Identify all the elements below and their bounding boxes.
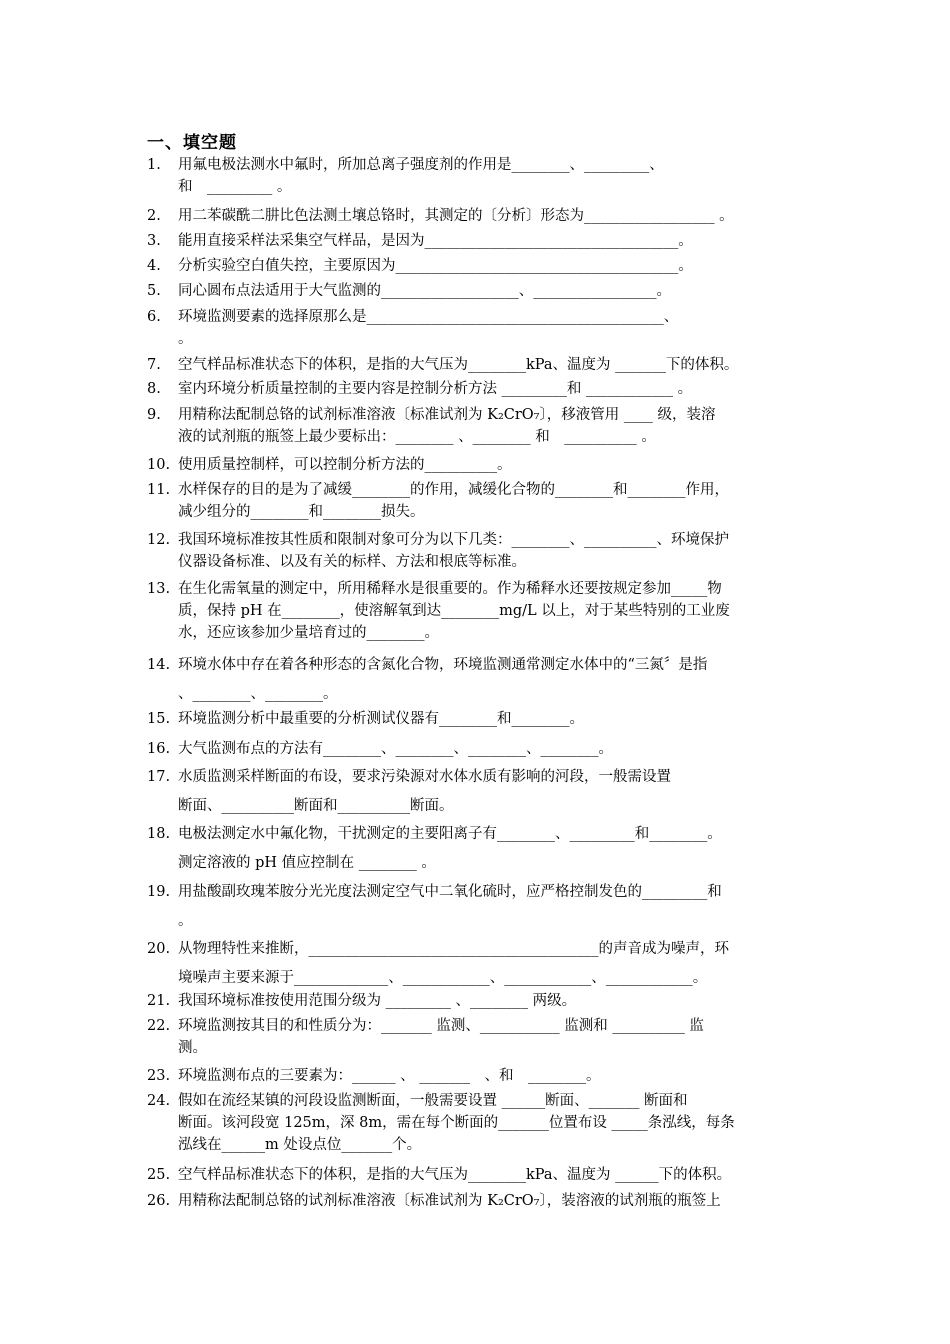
question-text — [178, 1090, 811, 1156]
question-line: 分析实验空白值失控，主要原因为_______________________________________。 — [178, 258, 693, 274]
question-line: 假如在流经某镇的河段设监测断面，一般需要设置 ______断面、_______ 断面和 — [178, 1093, 688, 1109]
question-line: 我国环境标准按其性质和限制对象可分为以下几类：________、__________、环境保护 — [178, 532, 729, 548]
question-line: 在生化需氧量的测定中，所用稀释水是很重要的。作为稀释水还要按规定参加_____物 — [178, 581, 722, 597]
question-text — [178, 651, 811, 709]
question-text — [178, 763, 811, 821]
question-number: 22. — [147, 1018, 171, 1034]
question-line: 用精称法配制总铬的试剂标准溶液〔标准试剂为 K₂CrO₇〕，装溶液的试剂瓶的瓶签上 — [178, 1193, 721, 1209]
question-number: 5. — [147, 283, 161, 299]
question-line: 减少组分的________和________损失。 — [178, 504, 425, 520]
question-number: 21. — [147, 993, 171, 1009]
question-text — [178, 1164, 811, 1186]
question-item — [147, 280, 811, 302]
question-item — [147, 1190, 811, 1212]
question-item — [147, 820, 811, 878]
question-line: 从物理特性来推断，________________________________________的声音成为噪声，环 — [178, 941, 729, 957]
question-line: 空气样品标准状态下的体积，是指的大气压为________kPa、温度为 ______下的体积。 — [178, 1167, 732, 1183]
question-text — [178, 280, 811, 302]
question-line: 水样保存的目的是为了减缓________的作用，减缓化合物的________和________作用， — [178, 482, 729, 498]
question-item — [147, 578, 811, 644]
question-text — [178, 735, 811, 764]
question-item — [147, 1164, 811, 1186]
question-text — [178, 479, 811, 523]
question-line: 。 — [178, 913, 193, 929]
question-number: 2. — [147, 208, 161, 224]
question-number: 4. — [147, 258, 161, 274]
question-line: 。 — [178, 331, 193, 347]
question-number: 1. — [147, 157, 161, 173]
question-item — [147, 878, 811, 936]
question-number: 24. — [147, 1093, 171, 1109]
question-item — [147, 1065, 811, 1087]
question-line: 同心圆布点法适用于大气监测的___________________、_________________。 — [178, 283, 671, 299]
question-line: 水质监测采样断面的布设，要求污染源对水体水质有影响的河段，一般需设置 — [178, 769, 671, 785]
question-line: 断面、__________断面和__________断面。 — [178, 798, 454, 814]
question-item — [147, 205, 811, 227]
question-item — [147, 1015, 811, 1059]
question-line: 环境水体中存在着各种形态的含氮化合物，环境监测通常测定水体中的“三氮〞是指 — [178, 657, 708, 673]
question-number: 10. — [147, 457, 171, 473]
question-number: 11. — [147, 482, 171, 498]
question-item — [147, 154, 811, 198]
question-item — [147, 935, 811, 993]
question-line: 空气样品标准状态下的体积，是指的大气压为________kPa、温度为 _______下的体积。 — [178, 357, 739, 373]
question-text — [178, 578, 811, 644]
question-line: 我国环境标准按使用范围分级为 _________ 、________ 两级。 — [178, 993, 577, 1009]
question-line: 用盐酸副玫瑰苯胺分光光度法测定空气中二氧化硫时，应严格控制发色的_________和 — [178, 884, 722, 900]
question-item — [147, 529, 811, 573]
question-line: 泓线在______m 处设点位_______个。 — [178, 1137, 422, 1153]
question-text — [178, 529, 811, 573]
section-title: 一、填空题 — [147, 133, 237, 153]
question-item — [147, 990, 811, 1012]
question-item — [147, 354, 811, 376]
question-item — [147, 378, 811, 400]
question-number: 13. — [147, 581, 171, 597]
question-number: 23. — [147, 1068, 171, 1084]
question-line: 环境监测按其目的和性质分为：_______ 监测、___________ 监测和 __________ 监 — [178, 1018, 704, 1034]
question-item — [147, 763, 811, 821]
question-number: 14. — [147, 657, 171, 673]
question-text — [178, 255, 811, 277]
question-item — [147, 651, 811, 709]
question-text — [178, 878, 811, 936]
question-item — [147, 735, 811, 764]
question-number: 15. — [147, 711, 171, 727]
question-number: 20. — [147, 941, 171, 957]
question-line: 用精称法配制总铬的试剂标准溶液〔标准试剂为 K₂CrO₇〕，移液管用 ____ 级，装溶 — [178, 407, 716, 423]
question-item — [147, 1090, 811, 1156]
question-text — [178, 378, 811, 400]
question-number: 26. — [147, 1193, 171, 1209]
question-line: 用氟电极法测水中氟时，所加总离子强度剂的作用是________、_________、 — [178, 157, 664, 173]
question-text — [178, 205, 811, 227]
question-line: 水，还应该参加少量培育过的________。 — [178, 625, 439, 641]
question-line: 环境监测要素的选择原那么是_________________________________________、 — [178, 309, 679, 325]
question-text — [178, 154, 811, 198]
question-number: 6. — [147, 309, 161, 325]
question-number: 18. — [147, 826, 171, 842]
question-line: 用二苯碳酰二肼比色法测土壤总铬时，其测定的〔分析〕形态为__________________ 。 — [178, 208, 734, 224]
question-line: 液的试剂瓶的瓶签上最少要标出：________ 、________ 和 __________ 。 — [178, 429, 656, 445]
question-line: 质，保持 pH 在________，使溶解氧到达________mg/L 以上，对于某些特别的工业废 — [178, 603, 730, 619]
question-text — [178, 404, 811, 448]
question-line: 大气监测布点的方法有________、________、________、________。 — [178, 741, 613, 757]
question-text — [178, 820, 811, 878]
question-line: 仪器设备标准、以及有关的标样、方法和根底等标准。 — [178, 554, 526, 570]
question-line: 测定溶液的 pH 值应控制在 ________ 。 — [178, 855, 436, 871]
question-number: 25. — [147, 1167, 171, 1183]
question-text — [178, 990, 811, 1012]
question-item — [147, 306, 811, 350]
question-line: 和 _________ 。 — [178, 179, 292, 195]
question-item — [147, 404, 811, 448]
question-text — [178, 705, 811, 734]
question-number: 8. — [147, 381, 161, 397]
question-item — [147, 255, 811, 277]
question-number: 12. — [147, 532, 171, 548]
question-line: 电极法测定水中氟化物，干扰测定的主要阳离子有________、_________和________。 — [178, 826, 722, 842]
question-item — [147, 454, 811, 476]
question-number: 9. — [147, 407, 161, 423]
question-line: 环境监测分析中最重要的分析测试仪器有________和________。 — [178, 711, 584, 727]
question-line: 测。 — [178, 1040, 207, 1056]
question-line: 断面。该河段宽 125m，深 8m，需在每个断面的_______位置布设 _____条泓线，每条 — [178, 1115, 735, 1131]
question-number: 7. — [147, 357, 161, 373]
question-text — [178, 454, 811, 476]
question-number: 16. — [147, 741, 171, 757]
question-number: 17. — [147, 769, 171, 785]
question-text — [178, 935, 811, 993]
question-number: 19. — [147, 884, 171, 900]
question-text — [178, 1065, 811, 1087]
question-item — [147, 479, 811, 523]
question-number: 3. — [147, 233, 161, 249]
question-text — [178, 1015, 811, 1059]
question-item — [147, 705, 811, 734]
question-line: 能用直接采样法采集空气样品，是因为___________________________________。 — [178, 233, 693, 249]
question-line: 使用质量控制样，可以控制分析方法的__________。 — [178, 457, 512, 473]
question-line: 室内环境分析质量控制的主要内容是控制分析方法 _________和 ____________ 。 — [178, 381, 693, 397]
question-line: 、________、________。 — [178, 686, 338, 702]
question-line: 环境监测布点的三要素为：______ 、 _______ 、和 ________。 — [178, 1068, 601, 1084]
question-text — [178, 306, 811, 350]
question-item — [147, 230, 811, 252]
question-text — [178, 230, 811, 252]
question-line: 境噪声主要来源于_____________、____________、____________、____________。 — [178, 970, 708, 986]
question-text — [178, 354, 811, 376]
question-text — [178, 1190, 811, 1212]
